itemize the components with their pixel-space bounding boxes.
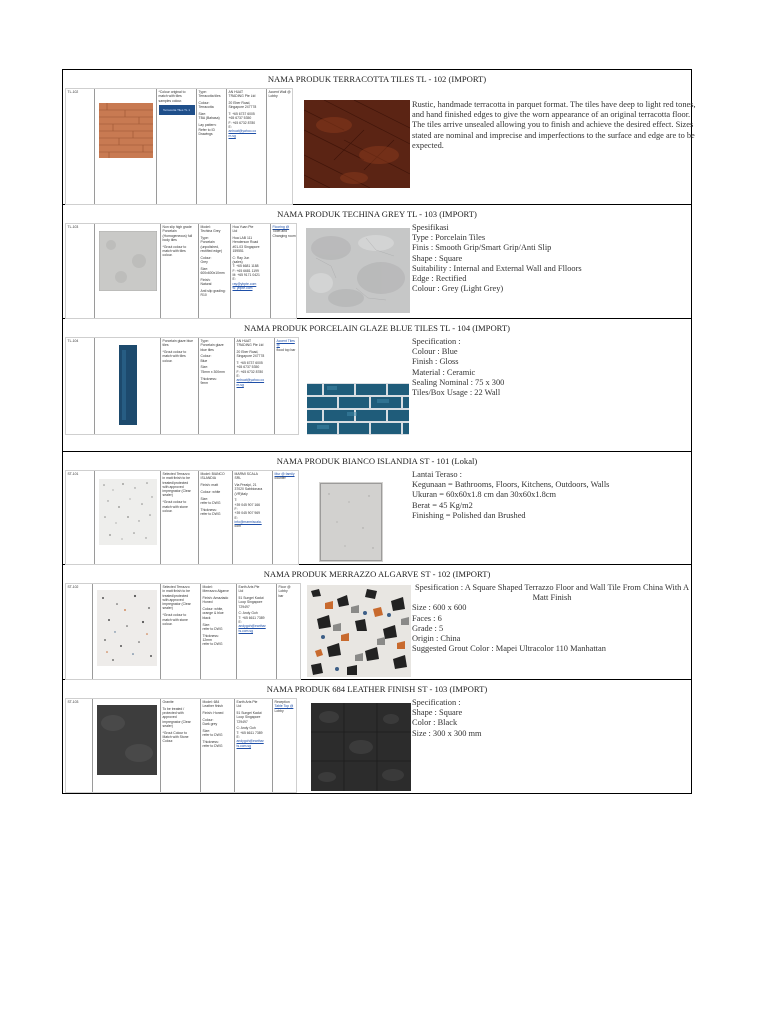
spec-text-line: 20 Eber Road, — [236, 350, 259, 355]
notes-cell — [160, 584, 200, 679]
spec-text-line: Via Prealpi, 21 — [234, 483, 257, 488]
description-line: Finis : Smooth Grip/Smart Grip/Anti Slip — [412, 243, 552, 253]
location-cell — [270, 224, 297, 318]
spec-text-line: F: +65 6681 1199 — [232, 268, 259, 273]
item-code-cell: ST-101 — [67, 472, 79, 476]
description-line: and hand finished edges to give the worn appearance of an original terracotta floor. — [412, 110, 691, 120]
spec-text-line: in matt finish to be — [162, 589, 191, 594]
spec-text-line: Ltd — [236, 704, 242, 709]
blue-tile-swatch-image — [119, 345, 137, 425]
description-line: The tiles arrive unsealed allowing you to finish and achieve the desired effect. Sizes — [412, 120, 694, 130]
spec-text-line: sealer) — [162, 723, 173, 728]
description-line: Faces : 6 — [412, 613, 442, 623]
spec-text-line: T: +65 6611 7389 — [238, 615, 265, 620]
spec-text-line: Model: — [200, 225, 211, 229]
spec-sheet-thumbnail — [65, 470, 299, 565]
spec-text-line: with approved — [162, 484, 184, 489]
spec-text-line: Selected Terrazzo — [162, 585, 190, 589]
product-block-bianco-islandia — [63, 452, 691, 565]
spec-text-line: protected with — [162, 711, 184, 716]
spec-text-line: Finish: — [200, 277, 211, 282]
spec-text-line: MARMI SCALA — [234, 472, 258, 476]
spec-text-line: 75mm x 300mm — [200, 369, 225, 374]
spec-text-line: R10 — [200, 293, 207, 298]
spec-sheet-thumbnail — [65, 698, 297, 793]
spec-text-line: Reception — [274, 700, 290, 704]
spec-text-line: Changing room — [272, 233, 296, 238]
spec-text-line: T: +65 6737 6005 — [236, 361, 263, 366]
spec-text-line: treated/protected — [162, 593, 189, 598]
spec-text-line: Loop Singapore — [236, 715, 261, 720]
spec-text-line: Porcelain — [162, 229, 177, 234]
description-line: Berat = 45 Kg/m2 — [412, 500, 473, 510]
spec-text-line: SRL — [234, 476, 242, 481]
product-block-porcelain-glaze-blue — [63, 319, 691, 452]
description-line: Finish : Gloss — [412, 357, 459, 367]
spec-text-line: counter — [274, 476, 286, 481]
spec-text-line: ISLANDIA — [200, 476, 216, 481]
spec-text-line: refer to DWG — [202, 642, 223, 647]
product-block-terracotta — [63, 70, 696, 205]
spec-text-line: Granite — [162, 700, 174, 704]
spec-text-line: colour. — [162, 253, 173, 258]
spec-text-line: C: Andy Goh — [238, 611, 258, 616]
description-line: Grade : 5 — [412, 623, 444, 633]
product-block-684-leather-finish — [63, 680, 691, 793]
spec-text-line: 729497 — [238, 604, 250, 609]
grey-tile-swatch-image — [99, 231, 157, 291]
spec-text-line: +39 045 907 166 — [234, 502, 261, 507]
description-line: Tiles/Box Usage : 22 Wall — [412, 388, 501, 398]
spec-text-line: ts.com.sg — [236, 743, 252, 748]
spec-text-line: E: — [238, 620, 242, 625]
spec-text-line: refer to DWG — [200, 500, 221, 505]
product-description — [412, 698, 482, 739]
spec-text-line: sealer) — [162, 606, 173, 611]
spec-text-line: impregnator (Clear — [162, 719, 191, 724]
colour-swatch-label: Terracotta Tiles TL 1 — [159, 105, 195, 115]
supplier-cell — [230, 224, 270, 318]
spec-text-line: +65 6737 5350 — [228, 116, 252, 121]
spec-text-line: Size: — [200, 496, 209, 501]
spec-text-line: TRADING Pte Ltd — [228, 94, 256, 99]
techina-grey-tile-photo — [306, 228, 410, 313]
spec-text-line: with approved — [162, 597, 184, 602]
spec-text-line: in matt finish to be — [162, 476, 191, 481]
spec-text-line: Colour. — [162, 739, 174, 744]
product-description — [412, 470, 609, 521]
spec-text-line: Model: BIANCO — [200, 472, 225, 476]
spec-text-line: Model: — [202, 585, 213, 589]
spec-text-line: Lobby — [274, 708, 284, 713]
item-code-cell: ST-102 — [67, 585, 79, 589]
spec-text-line: andygoh@earthar — [236, 739, 264, 744]
spec-text-line: anhuat@yahoo.co — [236, 378, 265, 383]
spec-text-line: Type: — [200, 236, 209, 241]
spec-text-line: Lay pattern: — [198, 123, 217, 128]
spec-text-line: Honed — [202, 600, 213, 605]
spec-sheet-thumbnail — [65, 88, 293, 205]
spec-text-line: Floor @ Lobby — [278, 585, 291, 594]
spec-text-line: C: Ray Jun — [232, 255, 250, 260]
tile-sample-cell — [94, 338, 160, 434]
spec-text-line: Colour: white — [200, 489, 221, 494]
spec-text-line: Match with Stone — [162, 735, 189, 740]
supplier-cell — [226, 89, 266, 204]
product-title: NAMA PRODUK BIANCO ISLANDIA ST - 101 (Lokal) — [276, 456, 478, 466]
spec-text-line: Terracotta tiles — [198, 94, 221, 99]
supplier-cell — [232, 471, 272, 564]
spec-text-line: M: +65 9171 0421 — [232, 272, 260, 277]
type-cell — [198, 338, 234, 434]
spec-text-line: match with tiles — [162, 248, 186, 253]
type-cell — [200, 699, 234, 792]
spec-text-line: Type: — [200, 339, 209, 343]
spec-text-line: Earth Arts Pte — [236, 700, 258, 704]
spec-text-line: match with stone — [162, 504, 188, 509]
supplier-cell — [234, 699, 272, 792]
spec-text-line: flood top bar — [276, 347, 296, 352]
notes-cell — [160, 471, 198, 564]
spec-text-line: #01-03 Singapore — [232, 244, 260, 249]
spec-text-line: anhuat@yahoo.co — [228, 129, 257, 134]
tile-sample-cell — [94, 89, 156, 204]
spec-text-line: Merrazzo Algarve — [202, 589, 229, 594]
spec-text-line: T: — [234, 498, 238, 503]
description-line: Type : Porcelain Tiles — [412, 233, 486, 243]
spec-text-line: Colour: — [198, 101, 210, 106]
spec-text-line: *Grout colour to — [162, 613, 187, 618]
spec-text-line: Toilet and — [272, 229, 288, 234]
spec-text-line: com — [234, 524, 241, 529]
spec-text-line: ray@ybpte.com — [232, 281, 257, 286]
description-line: Finishing = Polished dan Brushed — [412, 510, 526, 520]
spec-text-line: (Homogeneous) full — [162, 233, 193, 238]
spec-text-line: T: +65 6611 7389 — [236, 730, 263, 735]
spec-text-line: treated/protected — [162, 480, 189, 485]
product-catalog-table — [62, 69, 696, 794]
spec-text-line: Selected Terrazzo — [162, 472, 190, 476]
product-title: NAMA PRODUK 684 LEATHER FINISH ST - 103 (IMPORT) — [266, 684, 488, 694]
notes-cell — [160, 224, 198, 318]
spec-text-line: +65 6737 5350 — [236, 365, 260, 370]
spec-text-line: *Grout colour to — [162, 500, 187, 505]
item-code-cell: TL-102 — [67, 90, 79, 94]
bianco-islandia-terrazzo-photo — [319, 482, 383, 562]
description-line: Sealing Nominal : 75 x 300 — [412, 377, 505, 387]
description-line: Specification : — [412, 337, 461, 346]
spec-text-line: Ltd — [238, 589, 244, 594]
spec-text-line: Henderson Road — [232, 240, 259, 245]
location-cell — [272, 471, 299, 564]
spec-text-line: (sales) — [232, 260, 243, 265]
description-line: Shape : Square — [412, 708, 463, 718]
spec-text-line: Leather finish — [202, 704, 223, 709]
spec-text-line: Loop Singapore — [238, 600, 263, 605]
spec-text-line: 12mm — [202, 637, 212, 642]
spec-text-line: Singapore 247778 — [228, 105, 257, 110]
leather-finish-granite-photo — [311, 703, 411, 791]
spec-text-line: Size: — [200, 365, 209, 370]
spec-text-line: Size: — [202, 622, 211, 627]
spec-text-line: Dark grey — [202, 722, 218, 727]
spec-sheet-thumbnail — [65, 583, 301, 680]
spec-text-line: AN HUAT — [228, 90, 244, 94]
spec-text-line: ts.com.sg — [238, 628, 254, 633]
spec-text-line: m.sg — [228, 133, 236, 138]
spec-text-line: *Grout colour to — [162, 244, 187, 249]
notes-cell — [160, 338, 198, 434]
type-cell — [200, 584, 236, 679]
spec-text-line: Natural — [200, 282, 212, 287]
description-line: expected. — [412, 140, 444, 150]
description-line: Edge : Rectified — [412, 274, 467, 284]
description-line: Colour : Blue — [412, 347, 458, 357]
spec-text-line: Size: — [202, 728, 211, 733]
spec-text-line: 159551 — [232, 248, 244, 253]
type-cell — [198, 224, 230, 318]
type-cell — [196, 89, 226, 204]
spec-text-line: blue tiles — [200, 347, 214, 352]
spec-text-line: black — [202, 615, 211, 620]
description-line: Size : 300 x 300 mm — [412, 728, 482, 738]
spec-text-line: +39 045 907 969 — [234, 511, 261, 516]
description-line: Ukuran = 60x60x1.8 cm dan 30x60x1.8cm — [412, 490, 557, 500]
spec-text-line: body tiles — [162, 237, 177, 242]
spec-text-line: Thickness: — [200, 507, 217, 512]
supplier-cell — [234, 338, 274, 434]
spec-text-line: C: Andy Goh — [236, 726, 256, 731]
product-description — [412, 583, 692, 654]
spec-text-line: Porcelain — [200, 240, 215, 245]
location-cell — [266, 89, 293, 204]
spec-text-line: bar — [278, 593, 284, 598]
spec-text-line: Drawings — [198, 131, 213, 136]
spec-text-line: match with tiles — [158, 94, 182, 99]
spec-text-line: 20 Eber Road, — [228, 101, 251, 106]
spec-text-line: Colour: — [202, 717, 214, 722]
product-title: NAMA PRODUK MERRAZZO ALGARVE ST - 102 (IMPORT) — [263, 569, 491, 579]
spec-text-line: Flooring @ — [272, 225, 290, 229]
terracotta-swatch-image — [99, 103, 153, 158]
spec-text-line: E: — [234, 515, 238, 520]
spec-text-line: E: — [236, 735, 240, 740]
terracotta-tiles-photo — [304, 100, 410, 188]
product-title: NAMA PRODUK TECHINA GREY TL - 103 (IMPORT) — [277, 209, 477, 219]
spec-text-line: rectified edge) — [200, 248, 222, 253]
spec-text-line: info@marmiscala. — [234, 519, 262, 524]
spec-text-line: refer to DWG — [200, 512, 221, 517]
spec-text-line: Non slip high grade — [162, 225, 192, 229]
spec-text-line: 51 Sungei Kadut — [238, 596, 264, 601]
spec-text-line: Colour: — [200, 255, 212, 260]
spec-text-line: AN HUAT — [236, 339, 252, 343]
spec-text-line: Refer to ID — [198, 127, 215, 132]
spec-text-line: impregnator (Clear — [162, 489, 191, 494]
spec-text-line: Hua Yuan Pte — [232, 225, 254, 229]
white-terrazzo-swatch-image — [99, 479, 157, 545]
spec-text-line: TBA (Bahasa) — [198, 116, 220, 121]
item-code-cell: ST-103 — [67, 700, 79, 704]
spec-text-line: Porcelain glaze — [200, 343, 224, 348]
spec-text-line: samples colour. — [158, 98, 183, 103]
spec-text-line: E: — [232, 277, 236, 282]
spec-text-line: T: +65 6681 1188 — [232, 264, 259, 269]
spec-text-line: F: +65 6732 8780 — [228, 120, 256, 125]
description-line: Spesification : A Square Shaped Terrazzo Floor and Wall Tile From China With A Matt Finish — [414, 583, 690, 603]
item-code-cell: TL-103 — [67, 225, 79, 229]
product-description — [412, 337, 504, 398]
description-line: Lantai Teraso : — [412, 470, 462, 479]
location-cell — [272, 699, 297, 792]
spec-text-line: Size: — [198, 112, 207, 117]
spec-text-line: Type: — [198, 90, 207, 94]
supplier-cell — [236, 584, 276, 679]
spec-text-line: Hua LAB 111 — [232, 236, 253, 241]
spec-text-line: colour. — [162, 621, 173, 626]
spec-text-line: 600x600x10mm — [200, 271, 225, 276]
spec-text-line: F: — [234, 507, 238, 512]
spec-text-line: Porcelain glaze blue — [162, 339, 194, 343]
spec-text-line: Colour: white, — [202, 607, 224, 612]
description-line: Rustic, handmade terracotta in parquet format. The tiles have deep to light red tones, — [412, 100, 696, 109]
description-line: Color : Black — [412, 718, 458, 728]
spec-text-line: andygoh@earthar — [238, 624, 266, 629]
spec-text-line: Mur @ family — [274, 472, 295, 476]
spec-text-line: Accent Tiles @ — [276, 339, 295, 348]
spec-text-line: TRADING Pte Ltd — [236, 343, 264, 348]
spec-text-line: Thickness: — [202, 740, 219, 745]
spec-text-line: Lobby — [268, 94, 278, 99]
spec-text-line: Thickness: — [200, 376, 217, 381]
spec-text-line: Thickness: — [202, 633, 219, 638]
tile-sample-cell — [94, 224, 160, 318]
location-cell — [274, 338, 299, 434]
spec-text-line: tiles — [162, 343, 169, 348]
spec-text-line: w: ybpte.com — [232, 285, 253, 290]
description-line: Spesifikasi — [412, 223, 449, 232]
product-title: NAMA PRODUK PORCELAIN GLAZE BLUE TILES TL - 104 (IMPORT) — [244, 323, 510, 333]
spec-text-line: E: — [228, 125, 232, 130]
spec-sheet-thumbnail — [65, 337, 299, 435]
spec-text-line: Finish: matt — [200, 483, 219, 488]
tile-sample-cell — [94, 471, 160, 564]
product-description — [412, 100, 696, 151]
spec-text-line: *Grout Colour to — [162, 730, 187, 735]
spec-text-line: (VR)Italy — [234, 491, 248, 496]
description-line: Suggested Grout Color : Mapei Ultracolor 110 Manhattan — [412, 644, 606, 654]
item-code-cell: TL-104 — [67, 339, 79, 343]
notes-cell — [160, 699, 200, 792]
description-line: Shape : Square — [412, 253, 463, 263]
spec-text-line: approved — [162, 715, 177, 720]
type-cell — [198, 471, 232, 564]
terrazzo-chip-swatch-image — [97, 590, 157, 666]
spec-text-line: F: +65 6732 8780 — [236, 369, 264, 374]
spec-text-line: To be treated / — [162, 706, 185, 711]
description-line: Material : Ceramic — [412, 367, 476, 377]
spec-text-line: 729497 — [236, 719, 248, 724]
description-line: Colour : Grey (Light Grey) — [412, 284, 504, 294]
product-block-techina-grey — [63, 205, 691, 319]
spec-text-line: sealer) — [162, 493, 173, 498]
spec-text-line: m.sg — [236, 382, 244, 387]
spec-text-line: Ltd — [232, 229, 238, 234]
spec-text-line: 37020 Sabbionara — [234, 487, 263, 492]
spec-text-line: Earth Arts Pte — [238, 585, 260, 589]
spec-text-line: E: — [236, 374, 240, 379]
description-line: Suitability : Internal and External Wall and Flloors — [412, 263, 582, 273]
spec-text-line: Model: 684 — [202, 700, 220, 704]
spec-text-line: orange & blue — [202, 611, 224, 616]
spec-text-line: match with tiles — [162, 354, 186, 359]
spec-text-line: Singapore 247778 — [236, 354, 265, 359]
spec-text-line: T: +65 6737 6005 — [228, 112, 255, 117]
spec-text-line: *Colour original to — [158, 90, 186, 94]
spec-text-line: Colour: — [200, 354, 212, 359]
spec-text-line: Techina Grey — [200, 229, 221, 234]
spec-text-line: Grey — [200, 260, 208, 265]
spec-text-line: Anti slip grading: — [200, 289, 226, 294]
spec-text-line: refer to DWG — [202, 733, 223, 738]
product-block-merrazzo-algarve — [63, 565, 691, 680]
description-line: Origin : China — [412, 634, 461, 644]
merrazzo-algarve-terrazzo-photo — [307, 585, 411, 677]
description-line: Size : 600 x 600 — [412, 603, 467, 613]
spec-text-line: impregnator (Clear — [162, 602, 191, 607]
dark-granite-swatch-image — [97, 705, 157, 775]
description-line: Specification : — [412, 698, 461, 707]
spec-text-line: Finish: Amaziado — [202, 596, 229, 601]
spec-text-line: colour. — [162, 358, 173, 363]
tile-sample-cell — [92, 699, 160, 792]
description-line: Kegunaan = Bathrooms, Floors, Kitchens, Outdoors, Walls — [412, 480, 610, 490]
spec-text-line: Terracotta — [198, 105, 214, 110]
notes-cell — [156, 89, 196, 204]
location-cell — [276, 584, 301, 679]
spec-text-line: Size: — [200, 266, 209, 271]
description-line: stated are nominal and imprecise and imperfections to the surface and edge are to be — [412, 130, 695, 140]
spec-sheet-thumbnail — [65, 223, 297, 319]
tile-sample-cell — [92, 584, 160, 679]
spec-text-line: refer to DWG — [202, 744, 223, 749]
product-title: NAMA PRODUK TERRACOTTA TILES TL - 102 (IMPORT) — [267, 74, 487, 84]
product-description — [412, 223, 582, 294]
spec-text-line: Accent Wall @ — [268, 90, 291, 94]
spec-text-line: Blue — [200, 358, 208, 363]
spec-text-line: Table Top @ — [274, 704, 294, 709]
spec-text-line: 51 Sungei Kadut — [236, 711, 262, 716]
spec-text-line: colour. — [162, 508, 173, 513]
spec-text-line: refer to DWG — [202, 626, 223, 631]
spec-text-line: 9mm — [200, 380, 209, 385]
blue-subway-tiles-photo — [307, 383, 409, 435]
spec-text-line: match with stone — [162, 617, 188, 622]
spec-text-line: (unpolished, — [200, 244, 219, 249]
spec-text-line: Finish: Honed — [202, 711, 224, 716]
spec-text-line: *Grout colour to — [162, 350, 187, 355]
